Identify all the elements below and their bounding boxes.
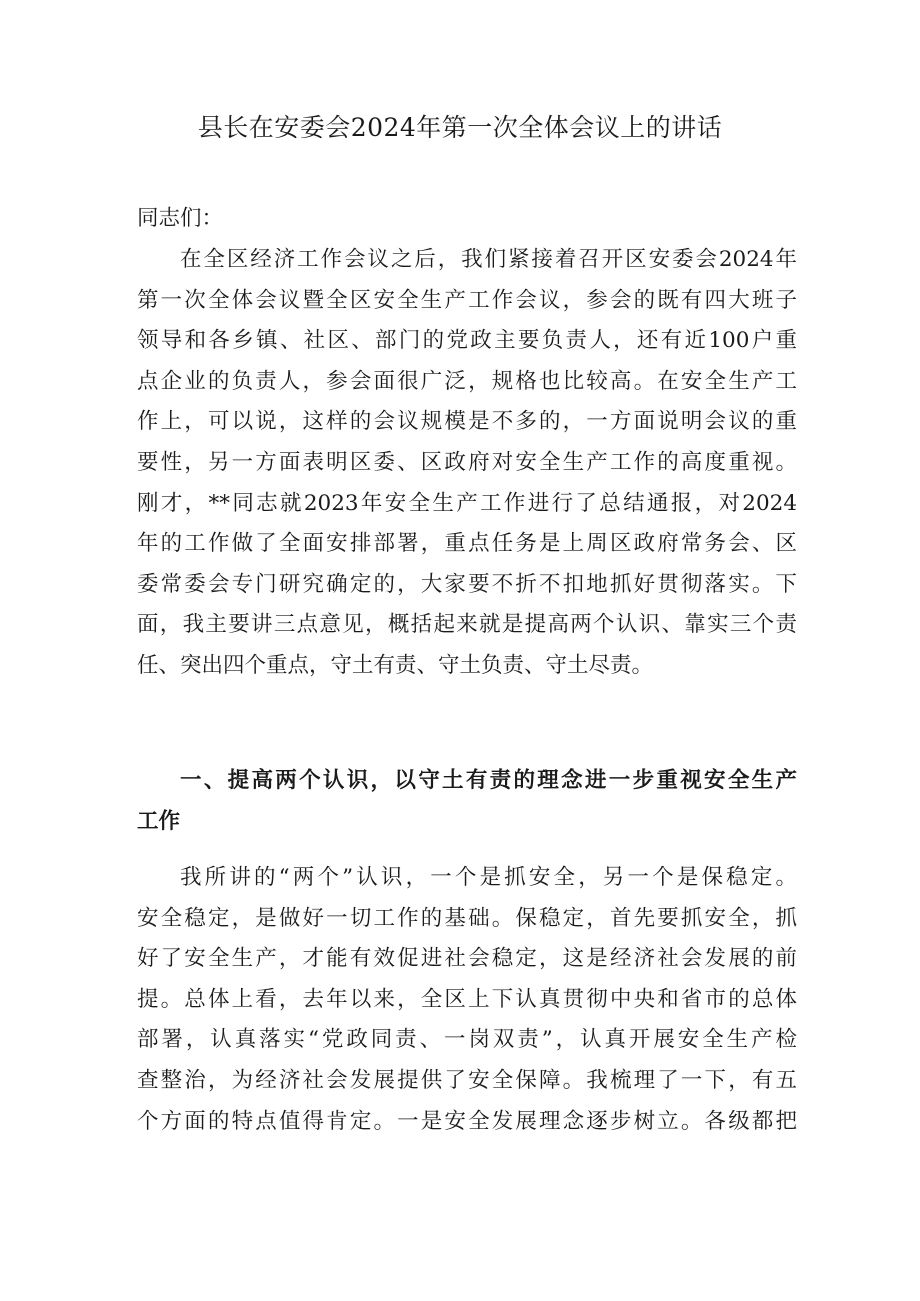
text-line: 作上，可以说，这样的会议规模是不多的，一方面说明会议的重 bbox=[137, 409, 797, 435]
text-line: 查整治，为经济社会发展提供了安全保障。我梳理了一下，有五 bbox=[137, 1067, 797, 1093]
text-line: 个方面的特点值得肯定。一是安全发展理念逐步树立。各级都把 bbox=[137, 1108, 797, 1134]
text-line: 安全稳定，是做好一切工作的基础。保稳定，首先要抓安全，抓 bbox=[137, 905, 797, 931]
text-line: 好了安全生产，才能有效促进社会稳定，这是经济社会发展的前 bbox=[137, 946, 797, 972]
text-line: 面，我主要讲三点意见，概括起来就是提高两个认识、靠实三个责 bbox=[137, 612, 797, 638]
text-line: 第一次全体会议暨全区安全生产工作会议，参会的既有四大班子 bbox=[137, 287, 797, 313]
text-line: 任、突出四个重点，守土有责、守土负责、守土尽责。 bbox=[137, 652, 654, 678]
text-line: 部署，认真落实“党政同责、一岗双责”，认真开展安全生产检 bbox=[137, 1027, 797, 1053]
text-line: 年的工作做了全面安排部署，重点任务是上周区政府常务会、区 bbox=[137, 531, 797, 557]
text-line: 委常委会专门研究确定的，大家要不折不扣地抓好贯彻落实。下 bbox=[137, 571, 797, 597]
text-line: 我所讲的“两个”认识，一个是抓安全，另一个是保稳定。 bbox=[180, 865, 797, 890]
text-line: 要性，另一方面表明区委、区政府对安全生产工作的高度重视。 bbox=[137, 449, 797, 475]
heading-line: 工作 bbox=[137, 808, 181, 834]
section-heading-1 bbox=[137, 761, 797, 842]
text-line: 领导和各乡镇、社区、部门的党政主要负责人，还有近100户重 bbox=[137, 328, 797, 354]
heading-line: 一、提高两个认识，以守土有责的理念进一步重视安全生产 bbox=[180, 768, 797, 793]
text-line: 刚才，**同志就2023年安全生产工作进行了总结通报，对2024 bbox=[137, 490, 797, 516]
document-title: 县长在安委会2024年第一次全体会议上的讲话 bbox=[197, 113, 723, 142]
text-line: 提。总体上看，去年以来，全区上下认真贯彻中央和省市的总体 bbox=[137, 986, 797, 1012]
paragraph-section-1 bbox=[137, 858, 797, 1142]
paragraph-intro bbox=[137, 240, 797, 687]
text-line: 点企业的负责人，参会面很广泛，规格也比较高。在安全生产工 bbox=[137, 368, 797, 394]
text-line: 在全区经济工作会议之后，我们紧接着召开区安委会2024年 bbox=[180, 247, 797, 272]
salutation: 同志们： bbox=[137, 206, 224, 231]
